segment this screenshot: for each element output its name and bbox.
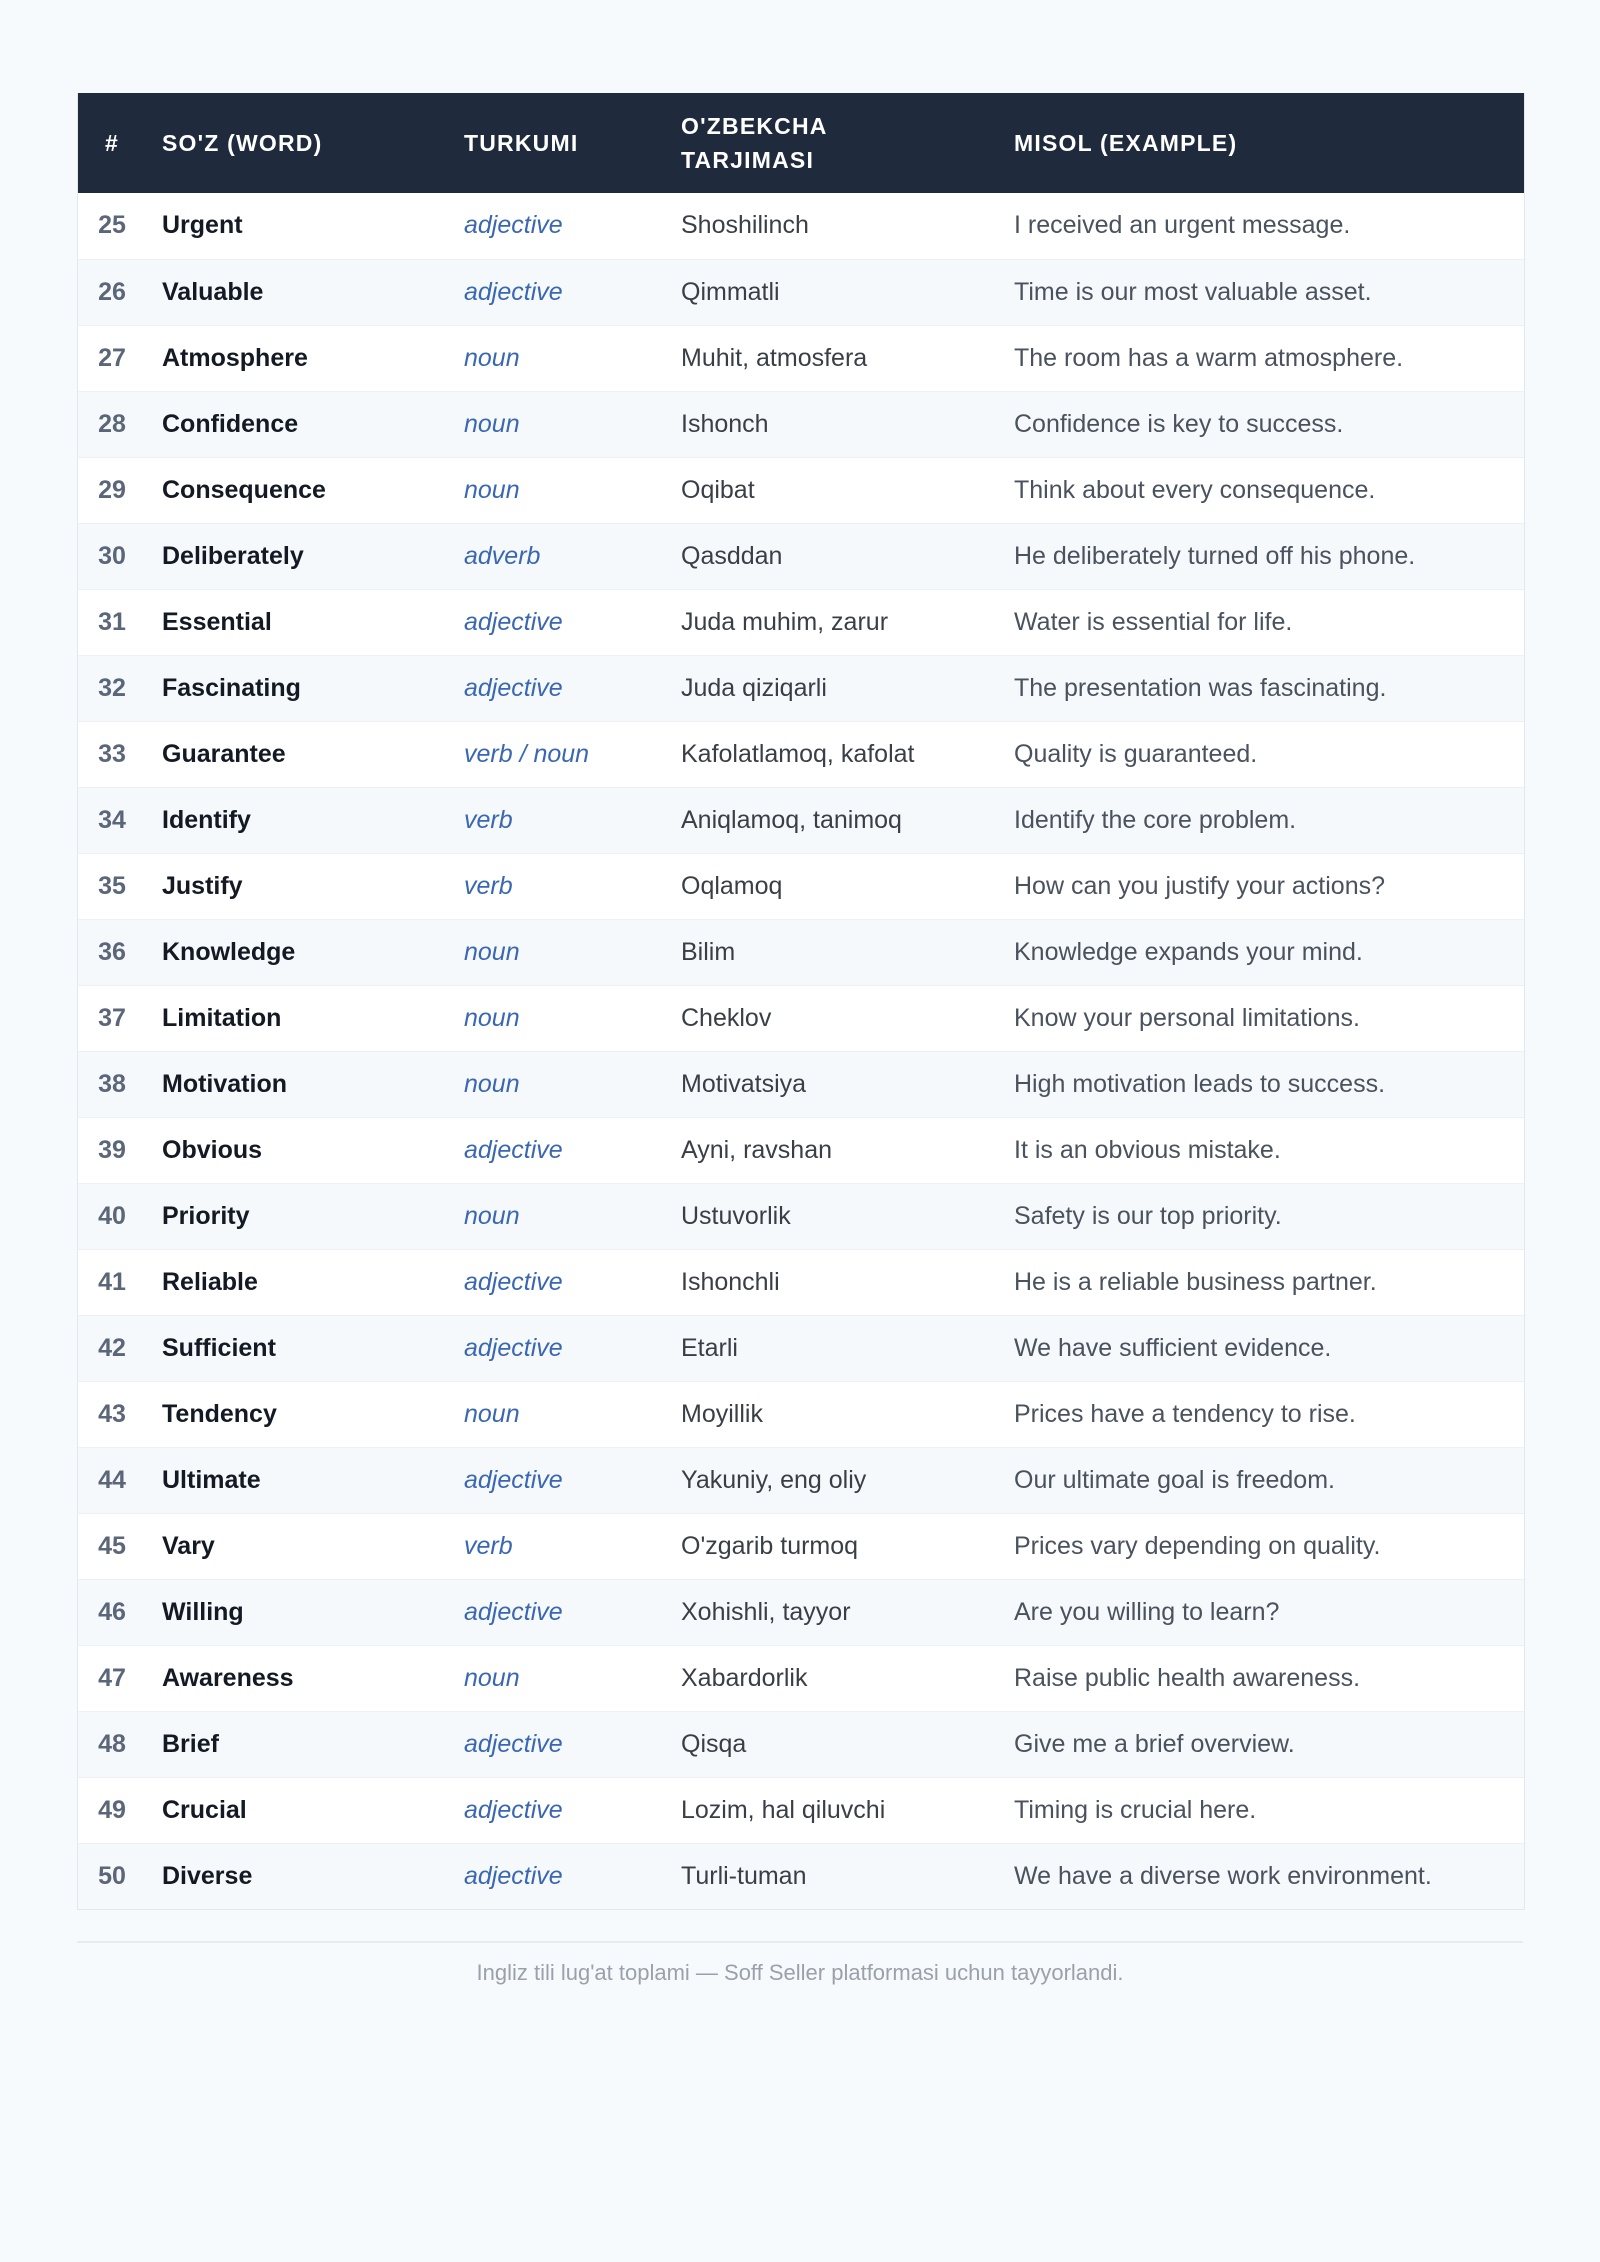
row-word: Crucial bbox=[162, 1795, 247, 1824]
row-word: Priority bbox=[162, 1201, 250, 1230]
row-word-type: noun bbox=[464, 1069, 520, 1098]
row-example: High motivation leads to success. bbox=[1014, 1069, 1386, 1098]
row-uzbek-translation: Juda qiziqarli bbox=[681, 673, 827, 702]
row-word-type: noun bbox=[464, 1663, 520, 1692]
table-row bbox=[78, 589, 1524, 655]
row-example: Our ultimate goal is freedom. bbox=[1014, 1465, 1335, 1494]
row-word-type: adjective bbox=[464, 1729, 563, 1758]
header-word: SO'Z (WORD) bbox=[162, 130, 323, 156]
row-uzbek-translation: Kafolatlamoq, kafolat bbox=[681, 739, 915, 768]
table-row bbox=[78, 1777, 1524, 1843]
table-row bbox=[78, 259, 1524, 325]
row-uzbek-translation: Ishonchli bbox=[681, 1267, 780, 1296]
row-uzbek-translation: Yakuniy, eng oliy bbox=[681, 1465, 867, 1494]
row-word: Reliable bbox=[162, 1267, 258, 1296]
row-example: Knowledge expands your mind. bbox=[1014, 937, 1363, 966]
row-word: Motivation bbox=[162, 1069, 287, 1098]
vocabulary-table-container bbox=[77, 93, 1525, 1910]
row-uzbek-translation: Cheklov bbox=[681, 1003, 772, 1032]
row-word: Obvious bbox=[162, 1135, 263, 1164]
row-number: 36 bbox=[98, 937, 126, 966]
row-number: 46 bbox=[98, 1597, 126, 1626]
row-word-type: adverb bbox=[464, 541, 541, 570]
table-row bbox=[78, 1051, 1524, 1117]
row-example: Safety is our top priority. bbox=[1014, 1201, 1282, 1230]
row-word-type: noun bbox=[464, 937, 520, 966]
row-word: Willing bbox=[162, 1597, 244, 1626]
row-uzbek-translation: Ustuvorlik bbox=[681, 1201, 791, 1230]
row-number: 43 bbox=[98, 1399, 126, 1428]
row-number: 31 bbox=[98, 607, 126, 636]
row-word-type: noun bbox=[464, 343, 520, 372]
row-word-type: verb bbox=[464, 1531, 513, 1560]
row-number: 38 bbox=[98, 1069, 126, 1098]
row-word-type: adjective bbox=[464, 1597, 563, 1626]
table-row bbox=[78, 721, 1524, 787]
row-word: Deliberately bbox=[162, 541, 304, 570]
row-word-type: adjective bbox=[464, 1861, 563, 1890]
row-example: Prices vary depending on quality. bbox=[1014, 1531, 1381, 1560]
table-row bbox=[78, 457, 1524, 523]
table-row bbox=[78, 193, 1524, 259]
table-row bbox=[78, 1711, 1524, 1777]
row-number: 29 bbox=[98, 475, 126, 504]
table-row bbox=[78, 1447, 1524, 1513]
row-uzbek-translation: Muhit, atmosfera bbox=[681, 343, 868, 372]
header-uzbek bbox=[681, 93, 1014, 193]
row-example: How can you justify your actions? bbox=[1014, 871, 1386, 900]
row-word-type: noun bbox=[464, 1399, 520, 1428]
row-word-type: adjective bbox=[464, 277, 563, 306]
row-example: Raise public health awareness. bbox=[1014, 1663, 1361, 1692]
row-word-type: adjective bbox=[464, 1465, 563, 1494]
row-number: 47 bbox=[98, 1663, 126, 1692]
header-example: MISOL (EXAMPLE) bbox=[1014, 130, 1238, 156]
row-example: We have a diverse work environment. bbox=[1014, 1861, 1432, 1890]
row-uzbek-translation: Etarli bbox=[681, 1333, 738, 1362]
table-row bbox=[78, 1315, 1524, 1381]
row-example: Think about every consequence. bbox=[1014, 475, 1376, 504]
row-number: 45 bbox=[98, 1531, 126, 1560]
table-header bbox=[78, 93, 1524, 193]
table-row bbox=[78, 1249, 1524, 1315]
row-word-type: noun bbox=[464, 475, 520, 504]
footer-text: Ingliz tili lug'at toplami — Soff Seller platformasi uchun tayyorlandi. bbox=[476, 1960, 1124, 1985]
row-word-type: adjective bbox=[464, 1333, 563, 1362]
row-word-type: adjective bbox=[464, 211, 563, 240]
row-uzbek-translation: Bilim bbox=[681, 937, 736, 966]
row-word-type: adjective bbox=[464, 673, 563, 702]
row-example: It is an obvious mistake. bbox=[1014, 1135, 1281, 1164]
row-number: 42 bbox=[98, 1333, 126, 1362]
row-number: 30 bbox=[98, 541, 126, 570]
row-word-type: adjective bbox=[464, 607, 563, 636]
row-word: Awareness bbox=[162, 1663, 294, 1692]
header-number: # bbox=[105, 130, 119, 156]
header-type: TURKUMI bbox=[464, 130, 579, 156]
row-word: Brief bbox=[162, 1729, 219, 1758]
header-uzbek-line1: O'ZBEKCHA bbox=[681, 113, 828, 139]
table-row bbox=[78, 1513, 1524, 1579]
table-header-row bbox=[78, 93, 1524, 193]
row-example: Are you willing to learn? bbox=[1014, 1597, 1280, 1626]
row-number: 50 bbox=[98, 1861, 126, 1890]
row-word: Ultimate bbox=[162, 1465, 261, 1494]
row-uzbek-translation: Ayni, ravshan bbox=[681, 1135, 833, 1164]
row-uzbek-translation: Xabardorlik bbox=[681, 1663, 808, 1692]
table-row bbox=[78, 1843, 1524, 1909]
row-example: Know your personal limitations. bbox=[1014, 1003, 1360, 1032]
header-uzbek-line2: TARJIMASI bbox=[681, 147, 815, 173]
row-uzbek-translation: Qisqa bbox=[681, 1729, 747, 1758]
table-row bbox=[78, 655, 1524, 721]
row-word-type: verb bbox=[464, 805, 513, 834]
row-number: 33 bbox=[98, 739, 126, 768]
row-example: Quality is guaranteed. bbox=[1014, 739, 1258, 768]
table-row bbox=[78, 523, 1524, 589]
row-word: Vary bbox=[162, 1531, 215, 1560]
row-uzbek-translation: Ishonch bbox=[681, 409, 769, 438]
row-uzbek-translation: O'zgarib turmoq bbox=[681, 1531, 859, 1560]
row-number: 41 bbox=[98, 1267, 126, 1296]
table-body bbox=[78, 193, 1524, 1909]
row-number: 40 bbox=[98, 1201, 126, 1230]
row-word-type: adjective bbox=[464, 1135, 563, 1164]
table-row bbox=[78, 787, 1524, 853]
row-word: Fascinating bbox=[162, 673, 301, 702]
row-word-type: noun bbox=[464, 409, 520, 438]
table-row bbox=[78, 1381, 1524, 1447]
row-uzbek-translation: Oqibat bbox=[681, 475, 755, 504]
row-word: Limitation bbox=[162, 1003, 282, 1032]
row-example: Prices have a tendency to rise. bbox=[1014, 1399, 1356, 1428]
footer-divider bbox=[77, 1941, 1523, 1943]
row-uzbek-translation: Aniqlamoq, tanimoq bbox=[681, 805, 902, 834]
row-number: 26 bbox=[98, 277, 126, 306]
row-word-type: verb / noun bbox=[464, 739, 590, 768]
row-uzbek-translation: Lozim, hal qiluvchi bbox=[681, 1795, 886, 1824]
row-number: 32 bbox=[98, 673, 126, 702]
row-example: Water is essential for life. bbox=[1014, 607, 1293, 636]
row-word: Valuable bbox=[162, 277, 264, 306]
row-word: Sufficient bbox=[162, 1333, 276, 1362]
row-uzbek-translation: Qasddan bbox=[681, 541, 783, 570]
row-number: 37 bbox=[98, 1003, 126, 1032]
row-number: 49 bbox=[98, 1795, 126, 1824]
row-word-type: verb bbox=[464, 871, 513, 900]
row-number: 27 bbox=[98, 343, 126, 372]
row-uzbek-translation: Turli-tuman bbox=[681, 1861, 807, 1890]
row-example: I received an urgent message. bbox=[1014, 211, 1351, 240]
row-uzbek-translation: Qimmatli bbox=[681, 277, 780, 306]
row-number: 25 bbox=[98, 211, 126, 240]
table-row bbox=[78, 853, 1524, 919]
table-row bbox=[78, 1645, 1524, 1711]
row-word: Justify bbox=[162, 871, 243, 900]
row-word: Essential bbox=[162, 607, 272, 636]
row-number: 28 bbox=[98, 409, 126, 438]
table-row bbox=[78, 1579, 1524, 1645]
row-example: He deliberately turned off his phone. bbox=[1014, 541, 1416, 570]
row-example: Time is our most valuable asset. bbox=[1014, 277, 1372, 306]
row-word-type: adjective bbox=[464, 1795, 563, 1824]
table-row bbox=[78, 391, 1524, 457]
row-uzbek-translation: Shoshilinch bbox=[681, 211, 809, 240]
row-example: Give me a brief overview. bbox=[1014, 1729, 1295, 1758]
row-word: Diverse bbox=[162, 1861, 253, 1890]
row-word-type: adjective bbox=[464, 1267, 563, 1296]
row-example: Confidence is key to success. bbox=[1014, 409, 1344, 438]
row-word-type: noun bbox=[464, 1201, 520, 1230]
row-number: 34 bbox=[98, 805, 126, 834]
row-number: 35 bbox=[98, 871, 126, 900]
row-uzbek-translation: Moyillik bbox=[681, 1399, 763, 1428]
row-word-type: noun bbox=[464, 1003, 520, 1032]
row-word: Identify bbox=[162, 805, 251, 834]
table-row bbox=[78, 1183, 1524, 1249]
row-word: Guarantee bbox=[162, 739, 286, 768]
row-example: Identify the core problem. bbox=[1014, 805, 1297, 834]
row-uzbek-translation: Xohishli, tayyor bbox=[681, 1597, 851, 1626]
table-row bbox=[78, 919, 1524, 985]
row-uzbek-translation: Oqlamoq bbox=[681, 871, 783, 900]
row-example: We have sufficient evidence. bbox=[1014, 1333, 1332, 1362]
vocabulary-table bbox=[78, 93, 1524, 1909]
row-example: The room has a warm atmosphere. bbox=[1014, 343, 1404, 372]
row-word: Urgent bbox=[162, 211, 243, 240]
row-word: Knowledge bbox=[162, 937, 296, 966]
table-row bbox=[78, 1117, 1524, 1183]
row-uzbek-translation: Juda muhim, zarur bbox=[681, 607, 889, 636]
row-example: He is a reliable business partner. bbox=[1014, 1267, 1377, 1296]
row-word: Confidence bbox=[162, 409, 299, 438]
row-number: 39 bbox=[98, 1135, 126, 1164]
row-word: Tendency bbox=[162, 1399, 277, 1428]
row-number: 44 bbox=[98, 1465, 126, 1494]
table-row bbox=[78, 985, 1524, 1051]
row-example: Timing is crucial here. bbox=[1014, 1795, 1257, 1824]
row-example: The presentation was fascinating. bbox=[1014, 673, 1387, 702]
row-word: Consequence bbox=[162, 475, 326, 504]
row-word: Atmosphere bbox=[162, 343, 308, 372]
row-uzbek-translation: Motivatsiya bbox=[681, 1069, 807, 1098]
row-number: 48 bbox=[98, 1729, 126, 1758]
table-row bbox=[78, 325, 1524, 391]
